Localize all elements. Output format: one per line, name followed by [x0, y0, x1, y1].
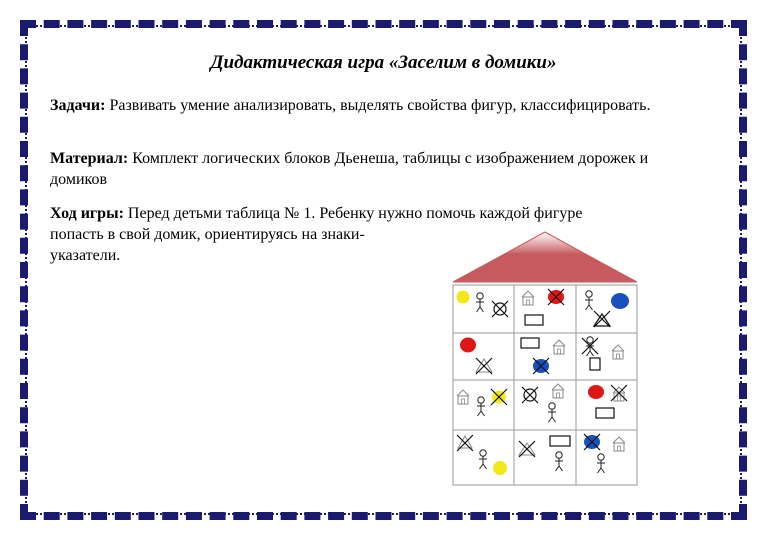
roof: [453, 232, 637, 282]
yellow-blob: [493, 461, 507, 475]
material-label: Материал:: [50, 150, 129, 167]
yellow-blob: [457, 291, 470, 304]
tasks-label: Задачи:: [50, 97, 106, 114]
page-title: Дидактическая игра «Заселим в домики»: [210, 52, 557, 73]
tasks-paragraph: [50, 95, 690, 116]
red-blob: [588, 385, 604, 399]
gameplay-line2: попасть в свой домик, ориентируясь на знаки-: [50, 226, 365, 243]
material-paragraph: [50, 148, 690, 190]
gameplay-line3: указатели.: [50, 247, 121, 264]
gameplay-label: Ход игры:: [50, 205, 124, 222]
blue-blob: [611, 293, 629, 309]
game-house-table: [450, 230, 640, 490]
material-text: Комплект логических блоков Дьенеша, таблицы с изображением дорожек и домиков: [50, 150, 649, 188]
gameplay-line1: Перед детьми таблица № 1. Ребенку нужно помочь каждой фигуре: [123, 205, 583, 222]
red-blob: [460, 338, 476, 353]
tasks-text: Развивать умение анализировать, выделять свойства фигур, классифицировать.: [105, 97, 651, 114]
